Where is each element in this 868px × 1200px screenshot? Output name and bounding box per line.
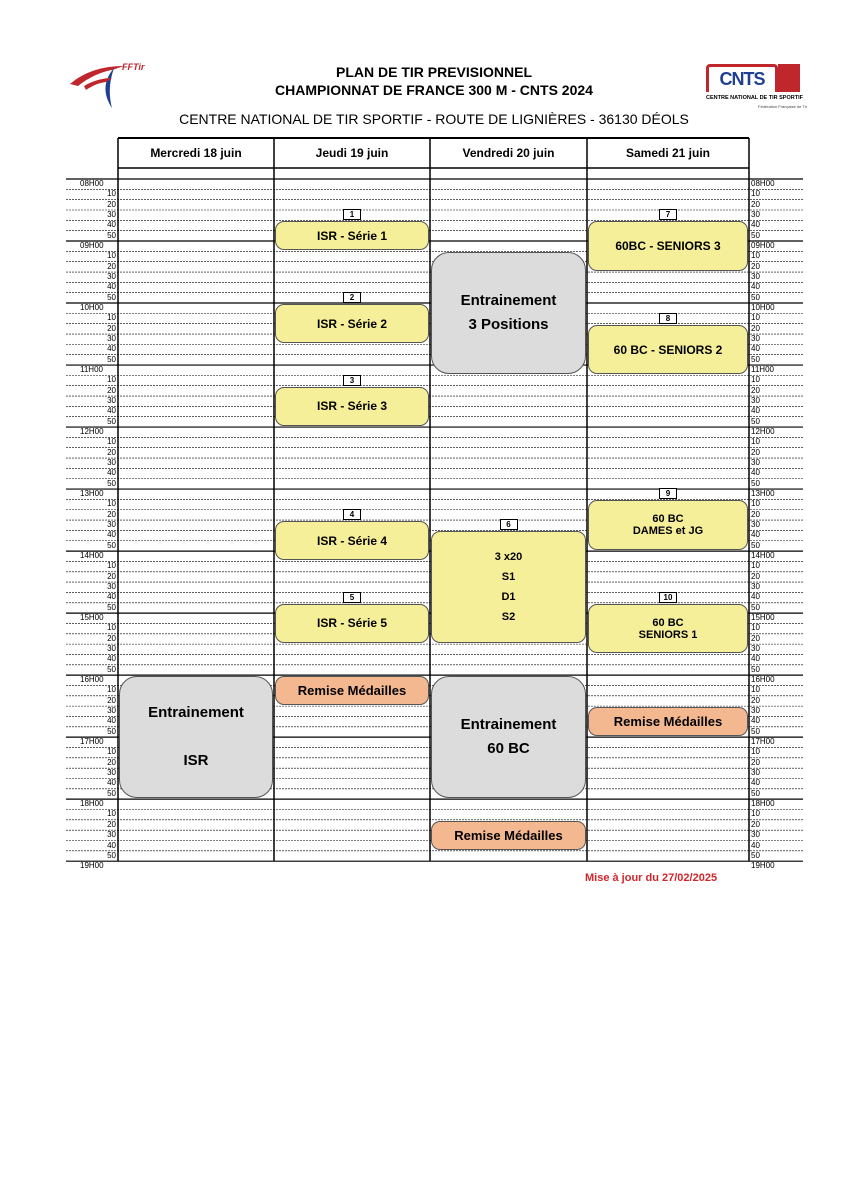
minute-label: 20 xyxy=(107,199,116,209)
minute-label: 20 xyxy=(107,571,116,581)
medal-ceremony-block[interactable] xyxy=(431,821,586,850)
minute-label: 20 xyxy=(107,261,116,271)
minute-label: 10 xyxy=(751,499,760,509)
update-date: Mise à jour du 27/02/2025 xyxy=(585,872,718,884)
hour-label: 10H00 xyxy=(751,303,775,313)
minute-label: 20 xyxy=(751,509,760,519)
minute-label: 50 xyxy=(751,540,760,550)
minute-label: 40 xyxy=(107,282,116,292)
event-label: Entrainement xyxy=(460,716,557,734)
event-number-badge: 4 xyxy=(343,509,361,520)
event-label: Entrainement xyxy=(148,704,244,722)
minute-label: 20 xyxy=(107,757,116,767)
hour-label: 17H00 xyxy=(751,737,775,747)
minute-label: 40 xyxy=(107,716,116,726)
minute-label: 20 xyxy=(751,819,760,829)
event-label: D1 xyxy=(501,591,516,604)
minute-label: 50 xyxy=(751,478,760,488)
minute-label: 40 xyxy=(751,282,760,292)
minute-label: 30 xyxy=(751,830,760,840)
minute-label: 40 xyxy=(751,654,760,664)
minute-label: 20 xyxy=(751,261,760,271)
competition-block[interactable] xyxy=(431,531,586,643)
minute-label: 20 xyxy=(107,633,116,643)
minute-label: 40 xyxy=(751,840,760,850)
hour-label: 08H00 xyxy=(80,179,104,188)
event-number-badge: 6 xyxy=(500,519,518,530)
minute-label: 20 xyxy=(751,633,760,643)
competition-block[interactable] xyxy=(588,221,748,271)
event-label: ISR - Série 4 xyxy=(316,533,388,548)
minute-label: 50 xyxy=(107,602,116,612)
minute-label: 10 xyxy=(751,313,760,323)
minute-label: 30 xyxy=(107,644,116,654)
minute-label: 30 xyxy=(107,334,116,344)
minute-label: 20 xyxy=(107,819,116,829)
minute-label: 50 xyxy=(751,664,760,674)
fftir-logo-text: FFTir xyxy=(122,62,145,72)
minute-label: 40 xyxy=(751,344,760,354)
minute-label: 10 xyxy=(107,437,116,447)
event-label: 60BC - SENIORS 3 xyxy=(615,239,721,254)
cnts-logo-caption: CENTRE NATIONAL DE TIR SPORTIF xyxy=(706,95,803,101)
medal-ceremony-block[interactable] xyxy=(275,676,429,705)
hour-label: 19H00 xyxy=(751,861,775,871)
minute-label: 10 xyxy=(751,437,760,447)
hour-label: 19H00 xyxy=(80,861,104,871)
hour-label: 18H00 xyxy=(80,799,104,809)
hour-label: 17H00 xyxy=(80,737,104,747)
minute-label: 10 xyxy=(107,623,116,633)
minute-label: 50 xyxy=(751,602,760,612)
competition-block[interactable] xyxy=(275,521,429,560)
event-label: 3 Positions xyxy=(468,316,549,334)
minute-label: 40 xyxy=(751,530,760,540)
minute-label: 30 xyxy=(751,458,760,468)
event-label: 60 BC - SENIORS 2 xyxy=(613,342,723,357)
minute-label: 50 xyxy=(107,788,116,798)
event-label: SENIORS 1 xyxy=(638,628,698,641)
minute-label: 50 xyxy=(107,850,116,860)
hour-label: 15H00 xyxy=(751,613,775,623)
training-block[interactable] xyxy=(431,252,586,374)
event-label: DAMES et JG xyxy=(632,525,704,538)
minute-label: 30 xyxy=(107,210,116,219)
minute-label: 30 xyxy=(751,334,760,344)
day-header: Samedi 21 juin xyxy=(625,146,711,160)
minute-label: 50 xyxy=(107,416,116,426)
event-label: Remise Médailles xyxy=(297,683,407,699)
hour-label: 15H00 xyxy=(80,613,104,623)
minute-label: 30 xyxy=(751,644,760,654)
minute-label: 10 xyxy=(751,623,760,633)
event-label: ISR - Série 3 xyxy=(316,399,388,414)
minute-label: 30 xyxy=(107,830,116,840)
minute-label: 10 xyxy=(107,747,116,757)
competition-block[interactable] xyxy=(275,221,429,250)
minute-label: 20 xyxy=(107,385,116,395)
minute-label: 20 xyxy=(751,571,760,581)
event-label: 60 BC xyxy=(652,513,684,526)
competition-block[interactable] xyxy=(588,604,748,654)
minute-label: 40 xyxy=(751,406,760,416)
cnts-logo-subcaption: Fédération Française de Tir xyxy=(758,104,807,109)
hour-label: 16H00 xyxy=(80,675,104,685)
page-subtitle: CENTRE NATIONAL DE TIR SPORTIF - ROUTE DE LIGNIÈRES - 36130 DÉOLS xyxy=(179,111,689,127)
minute-label: 20 xyxy=(751,385,760,395)
minute-label: 20 xyxy=(751,323,760,333)
minute-label: 50 xyxy=(107,354,116,364)
minute-label: 30 xyxy=(751,396,760,406)
minute-label: 10 xyxy=(107,809,116,819)
event-label: Entrainement xyxy=(460,292,557,310)
minute-label: 10 xyxy=(751,685,760,695)
minute-label: 50 xyxy=(751,354,760,364)
hour-label: 09H00 xyxy=(80,241,104,251)
event-label: Remise Médailles xyxy=(613,714,723,730)
minute-label: 30 xyxy=(751,582,760,592)
event-label xyxy=(194,725,198,749)
minute-label: 10 xyxy=(107,313,116,323)
minute-label: 10 xyxy=(751,561,760,571)
minute-label: 20 xyxy=(751,695,760,705)
competition-block[interactable] xyxy=(275,387,429,426)
day-header: Vendredi 20 juin xyxy=(462,146,555,160)
event-label: ISR xyxy=(183,752,209,770)
event-label: ISR - Série 1 xyxy=(316,228,388,243)
hour-label: 14H00 xyxy=(80,551,104,561)
hour-label: 16H00 xyxy=(751,675,775,685)
event-label: 60 BC xyxy=(652,616,684,629)
minute-label: 10 xyxy=(751,251,760,261)
minute-label: 30 xyxy=(751,706,760,716)
minute-label: 50 xyxy=(107,726,116,736)
hour-label: 11H00 xyxy=(80,365,103,375)
minute-label: 30 xyxy=(751,520,760,530)
hour-label: 10H00 xyxy=(80,303,104,313)
minute-label: 40 xyxy=(107,406,116,416)
hour-label: 18H00 xyxy=(751,799,775,809)
minute-label: 10 xyxy=(107,685,116,695)
minute-label: 40 xyxy=(107,220,116,230)
minute-label: 30 xyxy=(107,520,116,530)
training-block[interactable] xyxy=(431,676,586,798)
minute-label: 40 xyxy=(107,344,116,354)
hour-label: 12H00 xyxy=(751,427,775,437)
minute-label: 40 xyxy=(751,468,760,478)
minute-label: 10 xyxy=(751,747,760,757)
minute-label: 30 xyxy=(751,768,760,778)
minute-label: 50 xyxy=(751,230,760,240)
minute-label: 10 xyxy=(751,189,760,199)
event-label: ISR - Série 5 xyxy=(316,616,388,631)
competition-block[interactable] xyxy=(275,304,429,343)
hour-label: 08H00 xyxy=(751,179,775,188)
hour-label: 12H00 xyxy=(80,427,104,437)
competition-block[interactable] xyxy=(588,325,748,375)
event-number-badge: 8 xyxy=(659,313,677,324)
minute-label: 20 xyxy=(107,323,116,333)
page-title: PLAN DE TIR PREVISIONNEL xyxy=(335,64,533,80)
minute-label: 30 xyxy=(751,272,760,282)
minute-label: 20 xyxy=(751,757,760,767)
minute-label: 40 xyxy=(107,654,116,664)
event-label: Remise Médailles xyxy=(454,827,563,843)
minute-label: 30 xyxy=(107,582,116,592)
minute-label: 20 xyxy=(751,447,760,457)
day-header: Mercredi 18 juin xyxy=(150,146,242,160)
minute-label: 40 xyxy=(107,468,116,478)
minute-label: 20 xyxy=(107,695,116,705)
hour-label: 14H00 xyxy=(751,551,775,561)
minute-label: 50 xyxy=(107,540,116,550)
minute-label: 50 xyxy=(107,478,116,488)
event-number-badge: 7 xyxy=(659,209,677,220)
minute-label: 50 xyxy=(751,850,760,860)
minute-label: 30 xyxy=(107,458,116,468)
minute-label: 40 xyxy=(107,592,116,602)
event-label: ISR - Série 2 xyxy=(316,316,388,331)
event-number-badge: 1 xyxy=(343,209,361,220)
minute-label: 40 xyxy=(107,840,116,850)
event-number-badge: 5 xyxy=(343,592,361,603)
hour-label: 13H00 xyxy=(751,489,775,499)
minute-label: 20 xyxy=(107,509,116,519)
minute-label: 10 xyxy=(107,189,116,199)
minute-label: 10 xyxy=(107,561,116,571)
training-block[interactable] xyxy=(119,676,273,798)
minute-label: 10 xyxy=(107,375,116,385)
minute-label: 10 xyxy=(107,499,116,509)
minute-label: 40 xyxy=(107,530,116,540)
minute-label: 10 xyxy=(751,809,760,819)
competition-block[interactable] xyxy=(275,604,429,643)
event-label: S2 xyxy=(501,611,516,624)
event-label: 3 x20 xyxy=(494,551,523,564)
minute-label: 40 xyxy=(751,220,760,230)
minute-label: 50 xyxy=(107,292,116,302)
competition-block[interactable] xyxy=(588,500,748,550)
minute-label: 40 xyxy=(751,778,760,788)
minute-label: 30 xyxy=(107,768,116,778)
day-header: Jeudi 19 juin xyxy=(315,146,389,160)
event-number-badge: 2 xyxy=(343,292,361,303)
minute-label: 50 xyxy=(751,726,760,736)
page-title-line2: CHAMPIONNAT DE FRANCE 300 M - CNTS 2024 xyxy=(275,82,593,98)
minute-label: 30 xyxy=(107,396,116,406)
event-label: S1 xyxy=(501,571,516,584)
event-number-badge: 9 xyxy=(659,488,677,499)
event-number-badge: 10 xyxy=(659,592,677,603)
minute-label: 50 xyxy=(751,292,760,302)
hour-label: 13H00 xyxy=(80,489,104,499)
minute-label: 50 xyxy=(751,788,760,798)
minute-label: 10 xyxy=(751,375,760,385)
minute-label: 50 xyxy=(751,416,760,426)
minute-label: 50 xyxy=(107,664,116,674)
minute-label: 50 xyxy=(107,230,116,240)
minute-label: 10 xyxy=(107,251,116,261)
hour-label: 11H00 xyxy=(751,365,774,375)
hour-label: 09H00 xyxy=(751,241,775,251)
medal-ceremony-block[interactable] xyxy=(588,707,748,736)
minute-label: 30 xyxy=(107,706,116,716)
minute-label: 20 xyxy=(107,447,116,457)
minute-label: 30 xyxy=(107,272,116,282)
event-number-badge: 3 xyxy=(343,375,361,386)
minute-label: 40 xyxy=(751,716,760,726)
minute-label: 30 xyxy=(751,210,760,219)
minute-label: 40 xyxy=(751,592,760,602)
cnts-logo-text: CNTS xyxy=(706,64,778,92)
minute-label: 40 xyxy=(107,778,116,788)
event-label: 60 BC xyxy=(487,740,530,758)
minute-label: 20 xyxy=(751,199,760,209)
